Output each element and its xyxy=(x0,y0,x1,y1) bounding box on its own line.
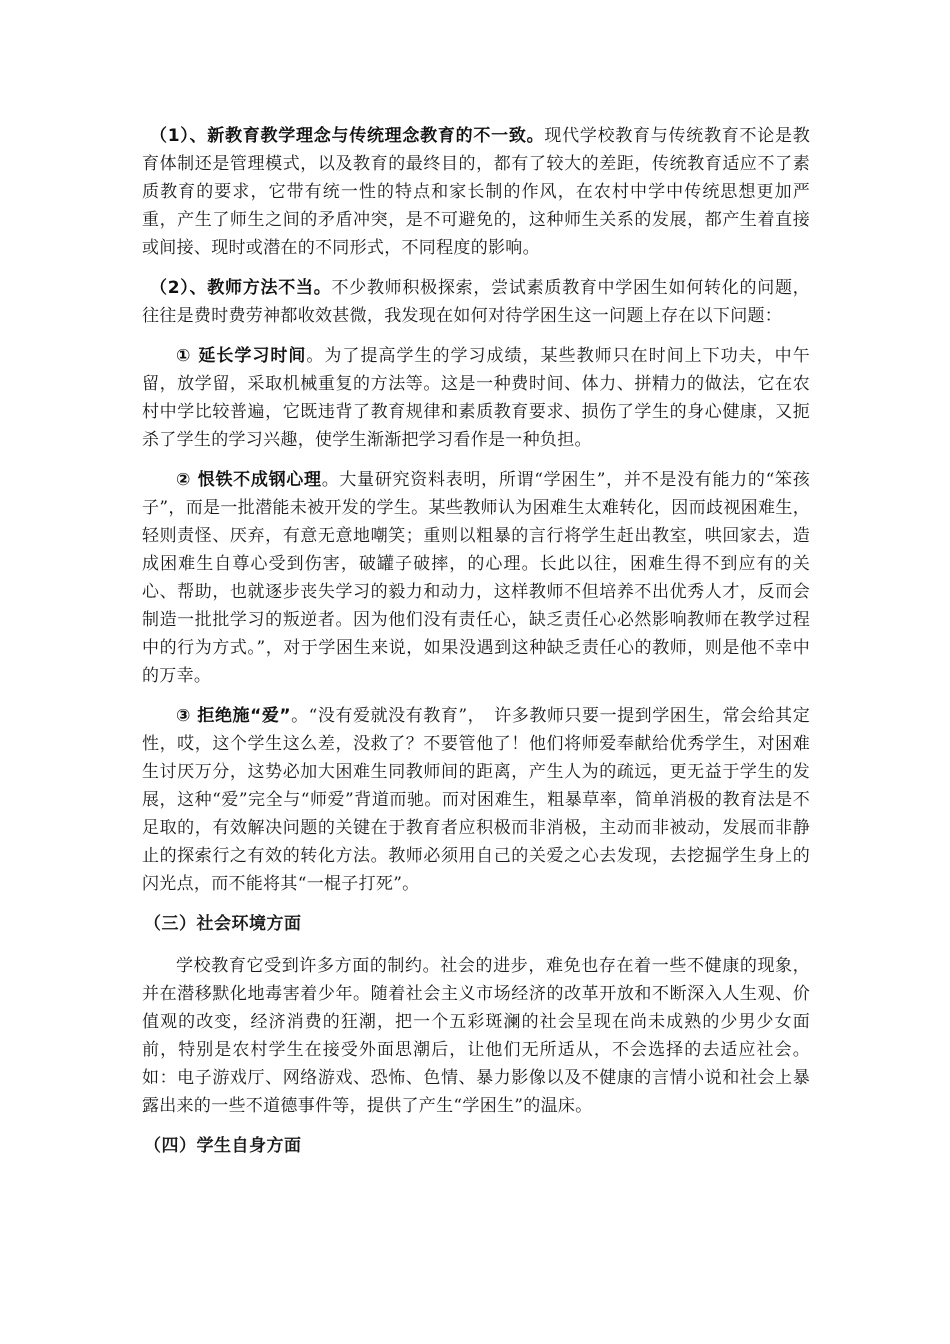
paragraph-4 xyxy=(142,466,810,690)
paragraph-5-lead: ③ 拒绝施“爱” xyxy=(176,706,291,726)
paragraph-6: 学校教育它受到许多方面的制约。社会的进步，难免也存在着一些不健康的现象，并在潜移默化地毒害着少年。随着社会主义市场经济的改革开放和不断深入人生观、价值观的改变，经济消费的狂潮，把一个五彩斑澜的社会呈现在尚未成熟的少男少女面前，特别是农村学生在接受外面思潮后，让他们无所适从，不会选择的去适应社会。如：电子游戏厅、网络游戏、恐怖、色情、暴力影像以及不健康的言情小说和社会上暴露出来的一些不道德事件等，提供了产生“学困生”的温床。 xyxy=(142,956,810,1116)
paragraph-3 xyxy=(142,342,810,454)
paragraph-2-text: 不少教师积极探索，尝试素质教育中学困生如何转化的问题，往往是费时费劳神都收效甚微，我发现在如何对待学困生这一问题上存在以下问题： xyxy=(142,278,810,326)
paragraph-4-lead: ② 恨铁不成钢心理 xyxy=(176,470,322,490)
section-heading-student-self: （四）学生自身方面 xyxy=(144,1136,302,1156)
paragraph-2 xyxy=(142,274,810,330)
paragraph-1-text: 现代学校教育与传统教育不论是教育体制还是管理模式，以及教育的最终目的，都有了较大的差距，传统教育适应不了素质教育的要求，它带有统一性的特点和家长制的作风，在农村中学中传统思想更加严重，产生了师生之间的矛盾冲突，是不可避免的，这种师生关系的发展，都产生着直接或间接、现时或潜在的不同形式，不同程度的影响。 xyxy=(142,126,810,258)
section-heading-social-environment: （三）社会环境方面 xyxy=(144,914,302,934)
paragraph-5-text: 。“没有爱就没有教育”， 许多教师只要一提到学困生，常会给其定性，哎，这个学生这么差，没救了？不要管他了！他们将师爱奉献给优秀学生，对困难生讨厌万分，这势必加大困难生同教师间的距离，产生人为的疏远，更无益于学生的发展，这种“爱”完全与“师爱”背道而驰。而对困难生，粗暴草率，简单消极的教育法是不足取的，有效解决问题的关键在于教育者应积极而非消极，主动而非被动，发展而非静止的探索行之有效的转化方法。教师必须用自己的关爱之心去发现，去挖掘学生身上的闪光点，而不能将其“一棍子打死”。 xyxy=(142,706,810,894)
paragraph-3-lead: ① 延长学习时间 xyxy=(176,346,307,366)
paragraph-4-text: 。大量研究资料表明，所谓“学困生”，并不是没有能力的“笨孩子”，而是一批潜能未被开发的学生。某些教师认为困难生太难转化，因而歧视困难生，轻则责怪、厌弃，有意无意地嘲笑；重则以粗暴的言行将学生赶出教室，哄回家去，造成困难生自尊心受到伤害，破罐子破摔，的心理。长此以往，困难生得不到应有的关心、帮助，也就逐步丧失学习的毅力和动力，这样教师不但培养不出优秀人才，反而会制造一批批学习的叛逆者。因为他们没有责任心，缺乏责任心必然影响教师在教学过程中的行为方式。”，对于学困生来说，如果没遇到这种缺乏责任心的教师，则是他不幸中的万幸。 xyxy=(142,470,810,686)
paragraph-5 xyxy=(142,702,810,898)
paragraph-1-lead: （1）、新教育教学理念与传统理念教育的不一致。 xyxy=(150,126,545,146)
paragraph-3-text: 。为了提高学生的学习成绩，某些教师只在时间上下功夫，中午留，放学留，采取机械重复的方法等。这是一种费时间、体力、拼精力的做法，它在农村中学比较普遍，它既违背了教育规律和素质教育要求、损伤了学生的身心健康，又扼杀了学生的学习兴趣，使学生渐渐把学习看作是一种负担。 xyxy=(142,346,810,450)
paragraph-2-lead: （2）、教师方法不当。 xyxy=(150,278,332,298)
paragraph-1 xyxy=(142,122,810,262)
